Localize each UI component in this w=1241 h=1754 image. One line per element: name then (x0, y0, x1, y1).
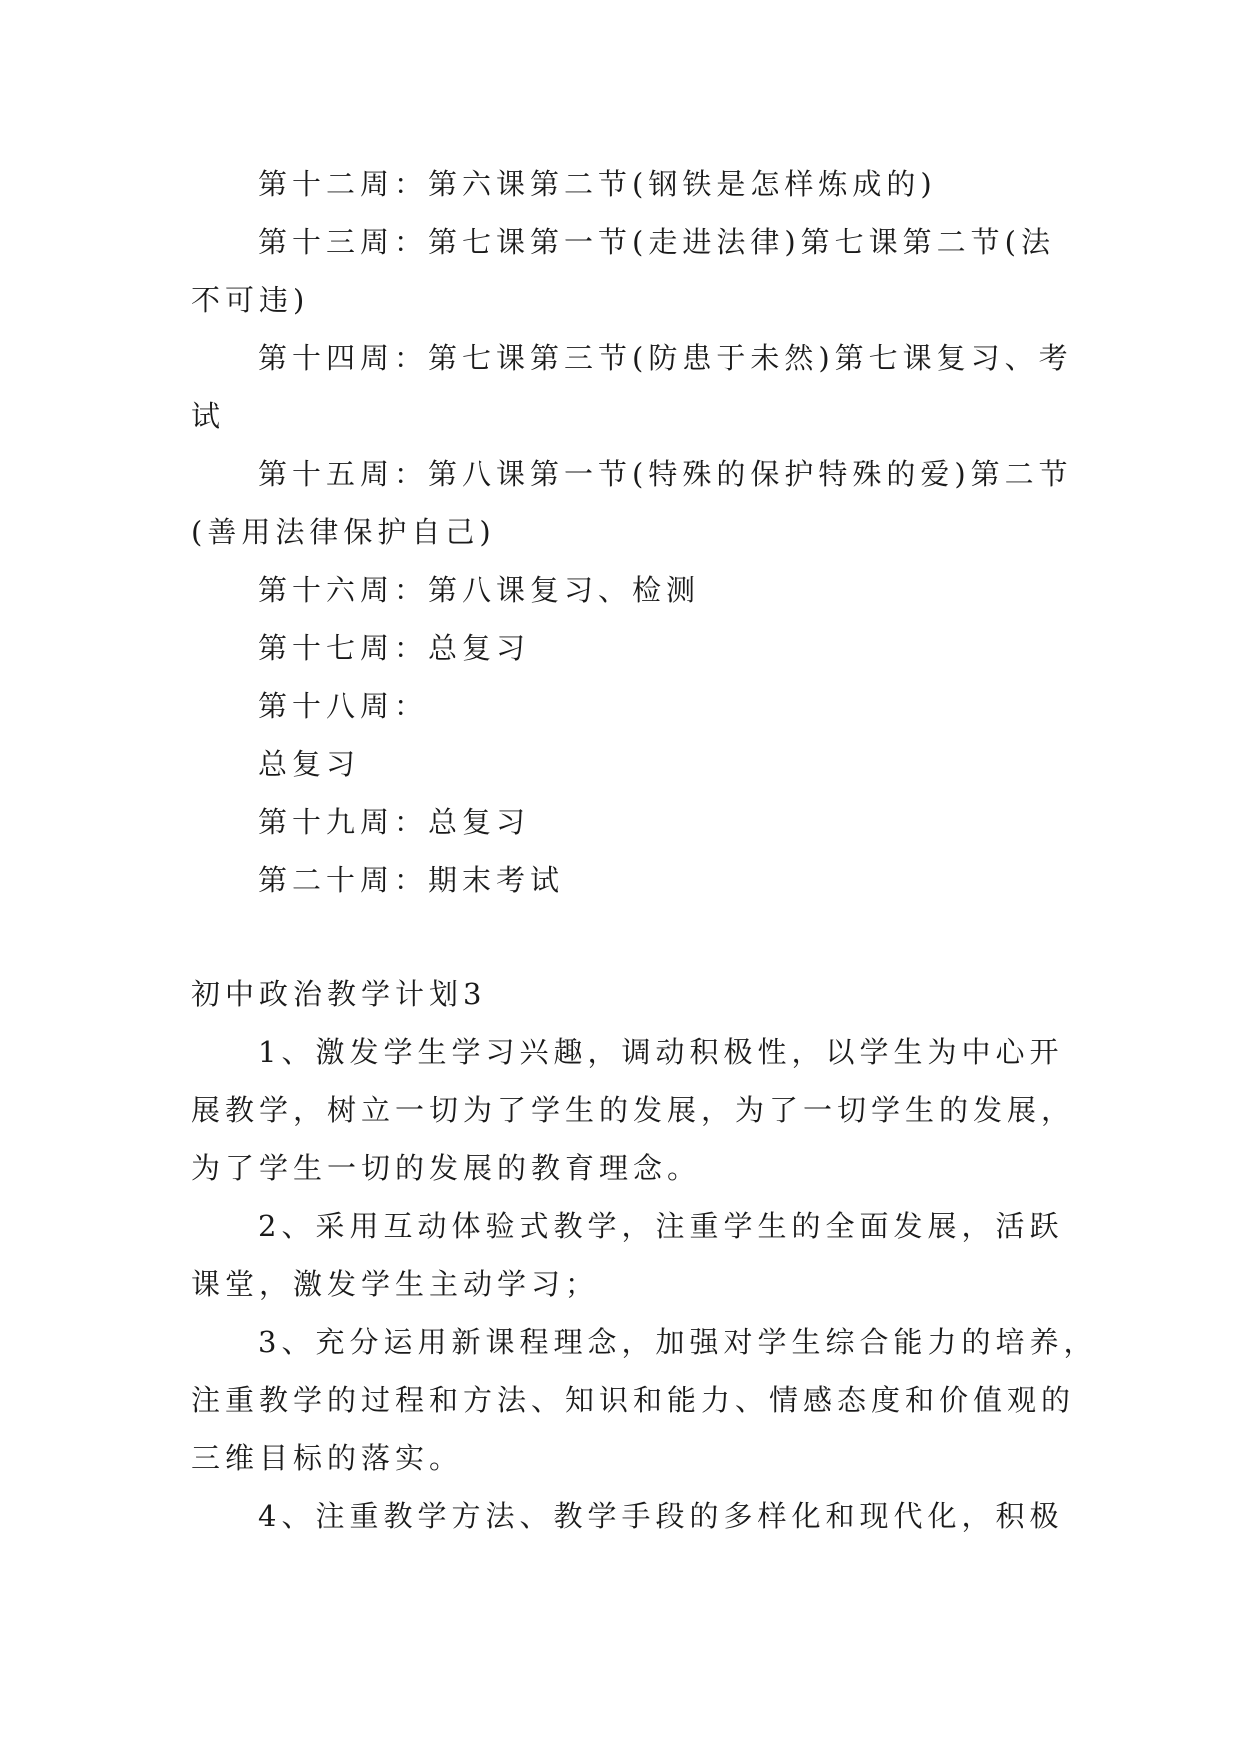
schedule-week-15-line1: 第十五周：第八课第一节(特殊的保护特殊的爱)第二节 (258, 457, 1073, 491)
paragraph-1-line1: 1、激发学生学习兴趣，调动积极性，以学生为中心开 (258, 1035, 1064, 1069)
section-heading: 初中政治教学计划3 (191, 977, 487, 1011)
schedule-week-18: 第十八周： (258, 689, 429, 723)
schedule-week-17: 第十七周：总复习 (258, 631, 531, 665)
paragraph-3-line1: 3、充分运用新课程理念，加强对学生综合能力的培养， (258, 1325, 1098, 1359)
paragraph-3-line2: 注重教学的过程和方法、知识和能力、情感态度和价值观的 (191, 1383, 1076, 1417)
paragraph-1-line2: 展教学，树立一切为了学生的发展，为了一切学生的发展， (191, 1093, 1076, 1127)
schedule-week-18-content: 总复习 (258, 747, 361, 781)
paragraph-2-line1: 2、采用互动体验式教学，注重学生的全面发展，活跃 (258, 1209, 1064, 1243)
schedule-week-20: 第二十周：期末考试 (258, 863, 565, 897)
schedule-week-14-line1: 第十四周：第七课第三节(防患于未然)第七课复习、考 (258, 341, 1073, 375)
paragraph-3-line3: 三维目标的落实。 (191, 1441, 464, 1475)
schedule-week-14-line2: 试 (191, 399, 226, 433)
paragraph-2-line2: 课堂，激发学生主动学习； (191, 1267, 600, 1301)
schedule-week-12: 第十二周：第六课第二节(钢铁是怎样炼成的) (258, 167, 937, 201)
schedule-week-16: 第十六周：第八课复习、检测 (258, 573, 701, 607)
schedule-week-15-line2: (善用法律保护自己) (191, 515, 496, 549)
schedule-week-19: 第十九周：总复习 (258, 805, 531, 839)
schedule-week-13-line1: 第十三周：第七课第一节(走进法律)第七课第二节(法 (258, 225, 1055, 259)
paragraph-1-line3: 为了学生一切的发展的教育理念。 (191, 1151, 702, 1185)
schedule-week-13-line2: 不可违) (191, 283, 310, 317)
paragraph-4-line1: 4、注重教学方法、教学手段的多样化和现代化，积极 (258, 1499, 1064, 1533)
